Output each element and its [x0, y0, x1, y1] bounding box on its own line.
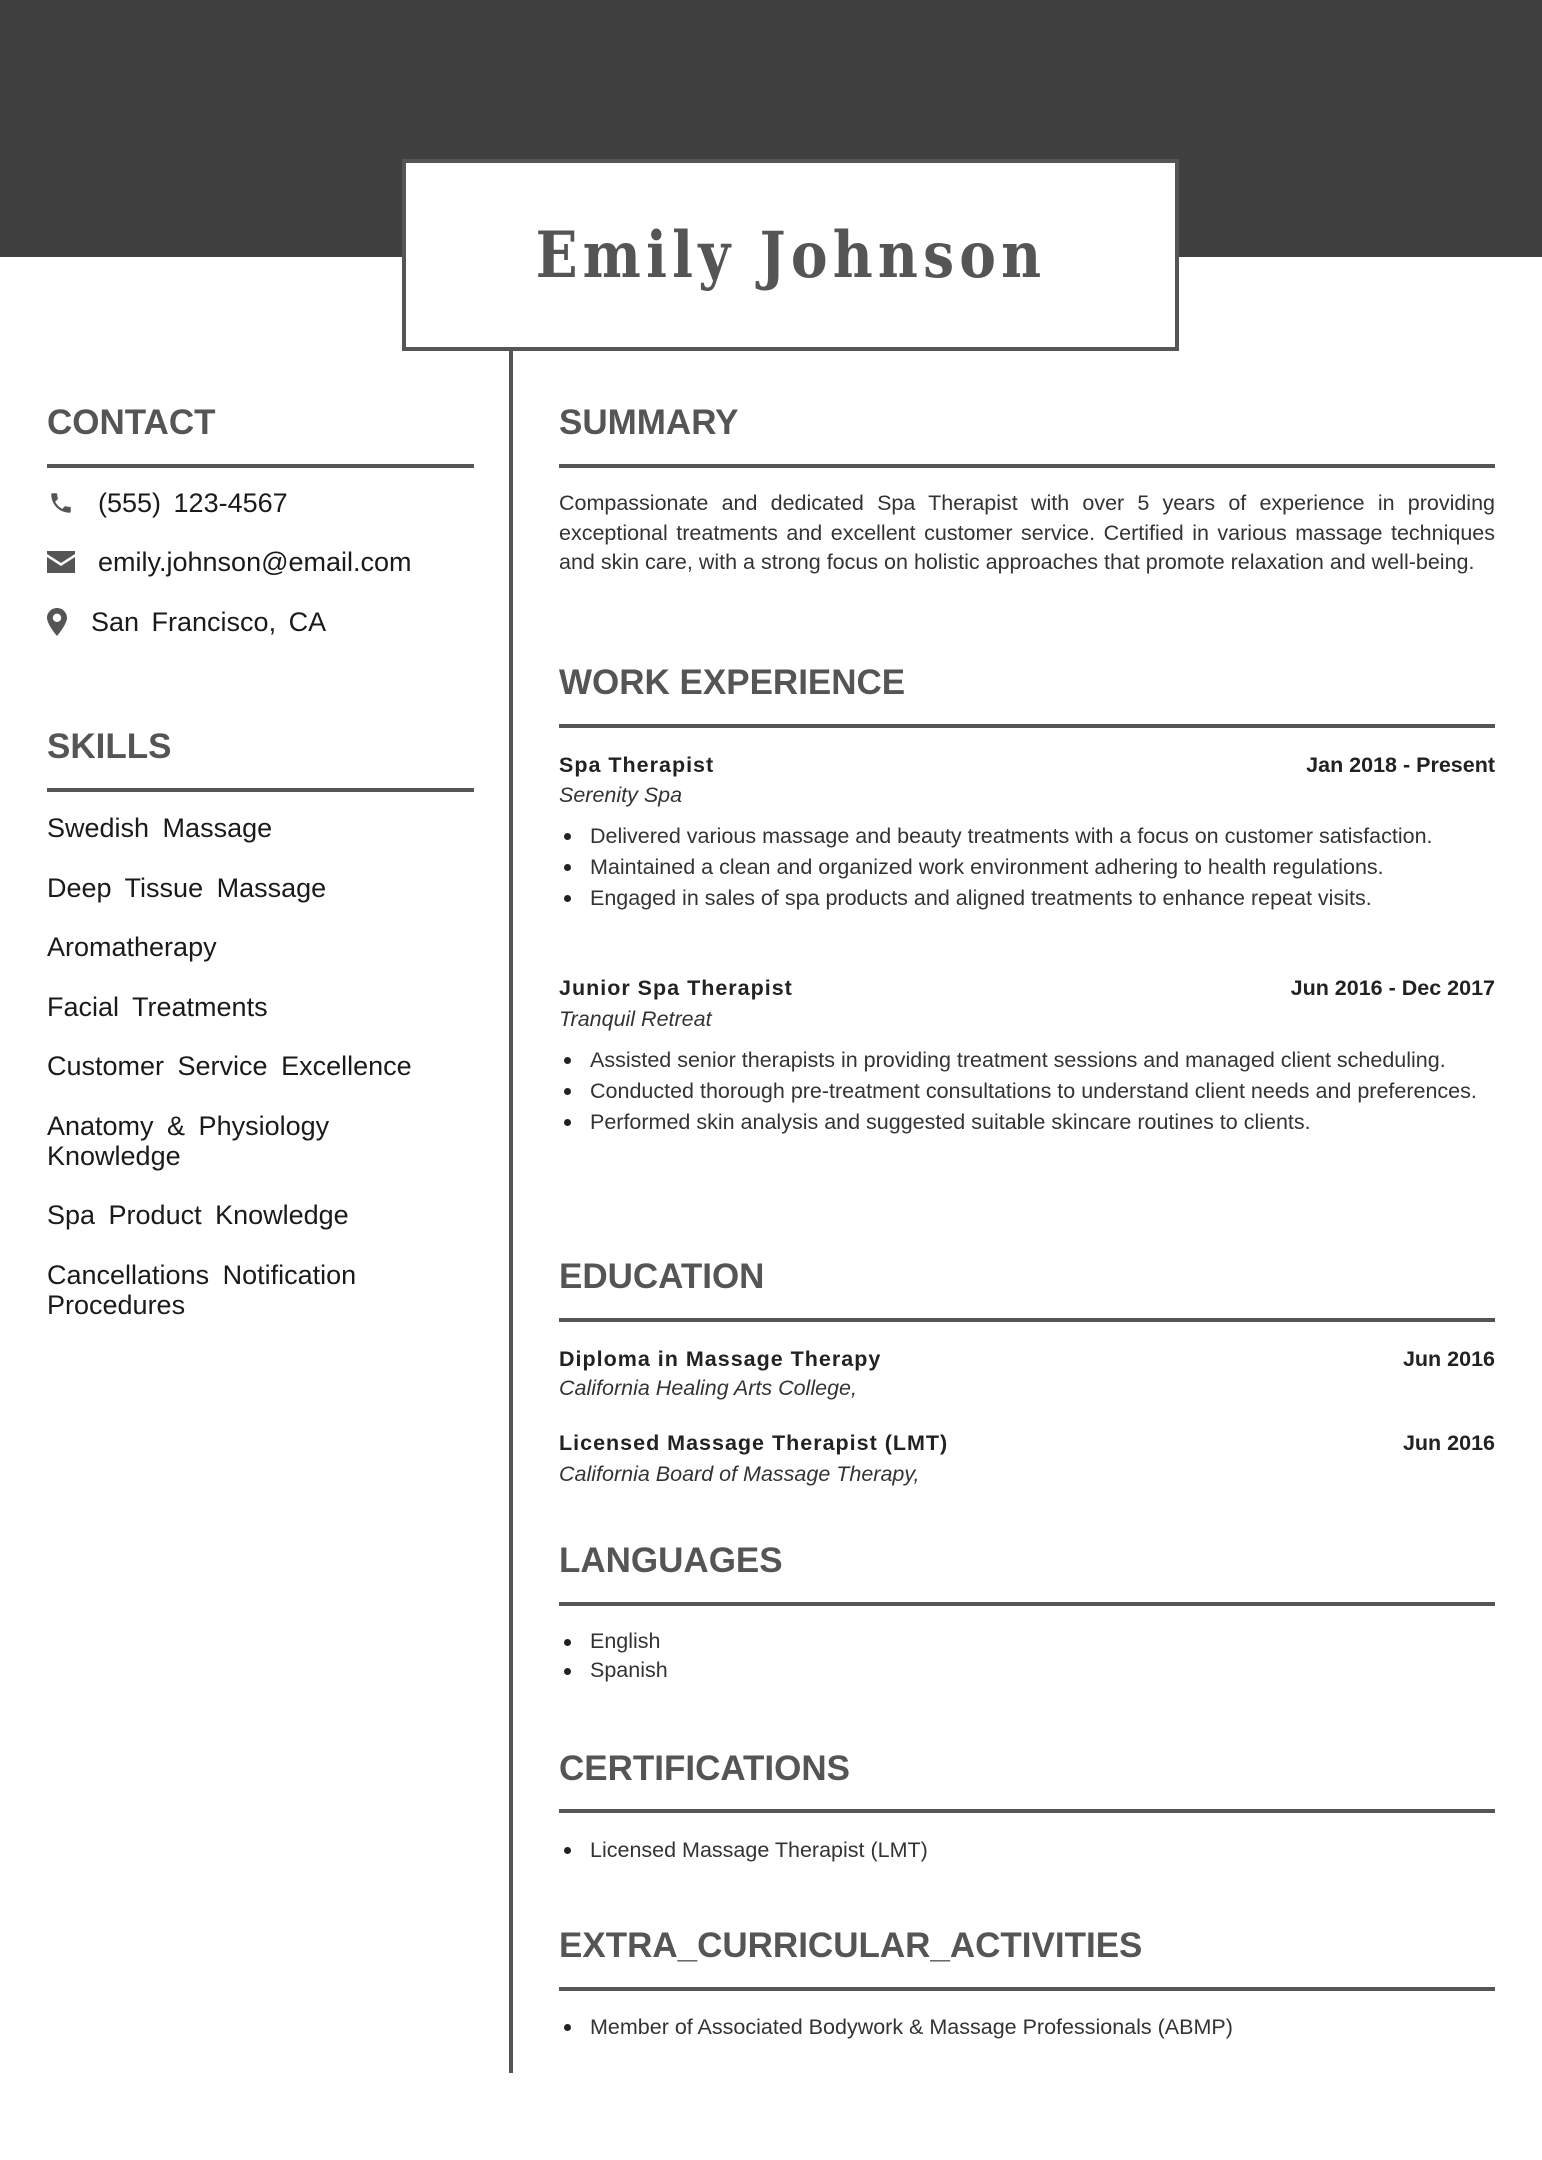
map-pin-icon	[47, 608, 67, 636]
job-company: Serenity Spa	[559, 783, 683, 807]
job-dates: Jun 2016 - Dec 2017	[1290, 976, 1495, 1000]
languages-rule	[559, 1602, 1495, 1606]
job-bullet: Engaged in sales of spa products and aligned treatments to enhance repeat visits.	[559, 883, 1495, 913]
name-box	[402, 159, 1179, 351]
education-heading: EDUCATION	[559, 1257, 765, 1296]
job-bullet: Assisted senior therapists in providing treatment sessions and managed client scheduling.	[559, 1045, 1495, 1075]
job-bullets	[559, 1045, 1495, 1138]
skills-rule	[47, 788, 474, 792]
summary-text: Compassionate and dedicated Spa Therapist with over 5 years of experience in providing exceptional treatments and excellent customer service. Certified in various massage techniques and skin care, with a strong focus on holistic approaches that promote relaxation and well-being.	[559, 491, 1495, 575]
bullet-dot-icon	[564, 895, 571, 902]
bullet-dot-icon	[564, 1847, 571, 1854]
work-experience-rule	[559, 724, 1495, 728]
contact-heading: CONTACT	[47, 403, 216, 442]
education-date: Jun 2016	[1402, 1431, 1495, 1455]
skill-item: Anatomy & Physiology Knowledge	[47, 1111, 330, 1171]
certifications-heading: CERTIFICATIONS	[559, 1749, 851, 1788]
bullet-dot-icon	[564, 1119, 571, 1126]
bullet-dot-icon	[564, 864, 571, 871]
job-company: Tranquil Retreat	[559, 1007, 712, 1031]
summary-heading: SUMMARY	[559, 403, 739, 442]
certifications-rule	[559, 1809, 1495, 1813]
bullet-dot-icon	[564, 1639, 571, 1646]
skill-item: Facial Treatments	[47, 992, 268, 1022]
skill-item: Swedish Massage	[47, 813, 273, 843]
contact-location	[47, 604, 326, 640]
job-bullets	[559, 821, 1495, 914]
job-title: Junior Spa Therapist	[559, 976, 793, 1000]
phone-icon	[47, 489, 75, 517]
certifications-list	[559, 1835, 1495, 1866]
education-rule	[559, 1318, 1495, 1322]
extra-curricular-rule	[559, 1987, 1495, 1991]
bullet-dot-icon	[564, 1057, 571, 1064]
skill-item: Aromatherapy	[47, 932, 217, 962]
education-title: Licensed Massage Therapist (LMT)	[559, 1431, 949, 1455]
job-bullet: Performed skin analysis and suggested suitable skincare routines to clients.	[559, 1107, 1495, 1137]
languages-list	[559, 1627, 1495, 1685]
skill-item: Spa Product Knowledge	[47, 1200, 349, 1230]
education-institution: California Board of Massage Therapy,	[559, 1462, 920, 1486]
bullet-dot-icon	[564, 833, 571, 840]
work-experience-heading: WORK EXPERIENCE	[559, 663, 906, 702]
summary-rule	[559, 464, 1495, 468]
extra-curricular-item: Member of Associated Bodywork & Massage Professionals (ABMP)	[559, 2012, 1495, 2042]
job-bullet: Maintained a clean and organized work environment adhering to health regulations.	[559, 852, 1495, 882]
skills-heading: SKILLS	[47, 727, 172, 766]
job-title: Spa Therapist	[559, 753, 715, 777]
job-bullet: Delivered various massage and beauty treatments with a focus on customer satisfaction.	[559, 821, 1495, 851]
languages-heading: LANGUAGES	[559, 1541, 783, 1580]
language-item: Spanish	[559, 1656, 1495, 1685]
bullet-dot-icon	[564, 1088, 571, 1095]
skill-item: Customer Service Excellence	[47, 1051, 412, 1081]
education-date: Jun 2016	[1402, 1347, 1495, 1371]
language-item: English	[559, 1627, 1495, 1656]
job-dates: Jan 2018 - Present	[1306, 753, 1495, 777]
contact-phone	[47, 485, 288, 521]
education-institution: California Healing Arts College,	[559, 1376, 857, 1400]
bullet-dot-icon	[564, 2024, 571, 2031]
contact-rule	[47, 464, 474, 468]
contact-email	[47, 544, 412, 580]
candidate-name: Emily Johnson	[535, 217, 1046, 293]
education-title: Diploma in Massage Therapy	[559, 1347, 882, 1371]
extra-curricular-heading: EXTRA_CURRICULAR_ACTIVITIES	[559, 1926, 1143, 1965]
column-divider	[509, 351, 513, 2073]
location: San Francisco, CA	[91, 606, 327, 637]
bullet-dot-icon	[564, 1668, 571, 1675]
email-address: emily.johnson@email.com	[98, 546, 412, 577]
phone-number: (555) 123-4567	[98, 487, 288, 518]
certification-item: Licensed Massage Therapist (LMT)	[559, 1835, 1495, 1865]
job-bullet: Conducted thorough pre-treatment consultations to understand client needs and preferences.	[559, 1076, 1495, 1106]
extra-curricular-list	[559, 2012, 1495, 2043]
skill-item: Deep Tissue Massage	[47, 873, 327, 903]
skill-item: Cancellations Notification Procedures	[47, 1260, 357, 1320]
envelope-icon	[47, 548, 75, 576]
